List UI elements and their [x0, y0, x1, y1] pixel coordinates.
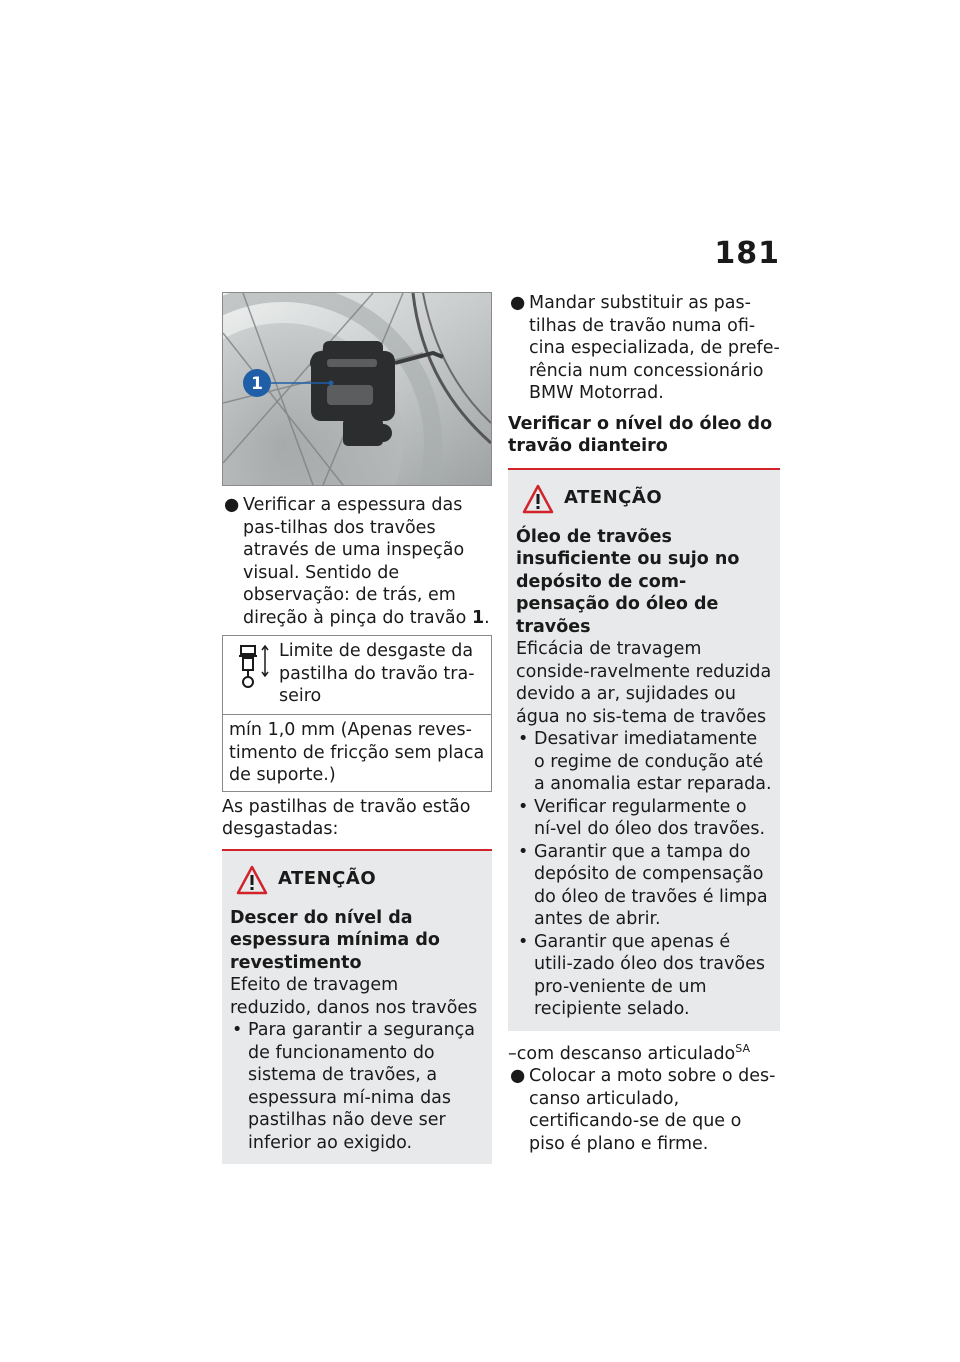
side-stand-step: ● Colocar a moto sobre o des-canso articulado, certificando-se de que o piso é plano e firme. [510, 1066, 776, 1154]
replace-pads-step: ● Mandar substituir as pas-tilhas de travão numa ofi-cina especializada, de prefe-rência num concessionário BMW Motorrad. [510, 293, 780, 403]
condition-line: –com descanso articulado$^{SA}$ [508, 1041, 750, 1064]
wear-limit-label: Limite de desgaste da pastilha do travão tra-seiro [279, 641, 475, 706]
bullet-dot: • [518, 796, 529, 817]
warning-item: • Garantir que a tampa do depósito de compensação do óleo de travões é limpa antes de abrir. [518, 841, 768, 929]
section-heading: Verificar o nível do óleo do travão dianteiro [508, 413, 773, 456]
warning-cause: Óleo de travões insuficiente ou sujo no depósito de com-pensação do óleo de travões [516, 526, 740, 637]
callout-number: 1 [251, 374, 263, 394]
left-column [222, 292, 492, 1164]
bullet-dot: ● [510, 1066, 526, 1086]
warning-triangle-icon [236, 865, 268, 895]
warning-item: • Para garantir a segurança de funcionamento do sistema de travões, a espessura mí-nima das pastilhas não deve ser inferior ao exigido. [232, 1020, 476, 1153]
bullet-dot: • [518, 729, 529, 749]
wear-limit-value: mín 1,0 mm (Apenas reves-timento de fricção sem placa de suporte.) [229, 720, 485, 785]
bullet-dot: • [518, 841, 529, 862]
warning-item: • Garantir que apenas é utili-zado óleo dos travões pro-veniente de um recipiente selado. [518, 931, 765, 1019]
warning-title: ATENÇÃO [564, 487, 663, 509]
callout-ref: 1 [471, 607, 485, 628]
brake-caliper-photo [222, 292, 492, 486]
warning-title: ATENÇÃO [278, 868, 377, 890]
warning-effect: Efeito de travagem reduzido, danos nos travões [230, 975, 478, 1018]
check-pads-step: ● Verificar a espessura das pas-tilhas dos travões através de uma inspeção visual. Sentido de observação: de trás, em direção à pinça do travão 1. [224, 495, 490, 628]
page-number: 181 [714, 236, 780, 271]
bullet-dot: ● [510, 293, 526, 313]
warning-triangle-icon [522, 484, 554, 514]
warning-item: • Verificar regularmente o ní-vel do óleo dos travões. [518, 796, 766, 839]
bullet-dot: ● [224, 495, 240, 515]
warning-box-fluid [508, 468, 780, 1031]
brake-pad-gauge-icon [235, 642, 273, 690]
sa-superscript: SA [735, 1041, 750, 1055]
bullet-dot: • [232, 1020, 243, 1040]
right-column [508, 292, 780, 1155]
warning-box-pads [222, 849, 492, 1165]
pads-worn-text: As pastilhas de travão estão desgastadas: [222, 796, 471, 839]
warning-item: • Desativar imediatamente o regime de condução até a anomalia estar reparada. [518, 729, 772, 794]
warning-cause: Descer do nível da espessura mínima do revestimento [230, 907, 440, 973]
brake-caliper-illustration [223, 293, 491, 485]
bullet-dot: • [518, 931, 529, 952]
warning-effect: Eficácia de travagem conside-ravelmente reduzida devido a ar, sujidades ou água no sis-tema de travões [516, 639, 772, 727]
wear-limit-table [222, 635, 492, 792]
wear-limit-header [223, 636, 491, 715]
